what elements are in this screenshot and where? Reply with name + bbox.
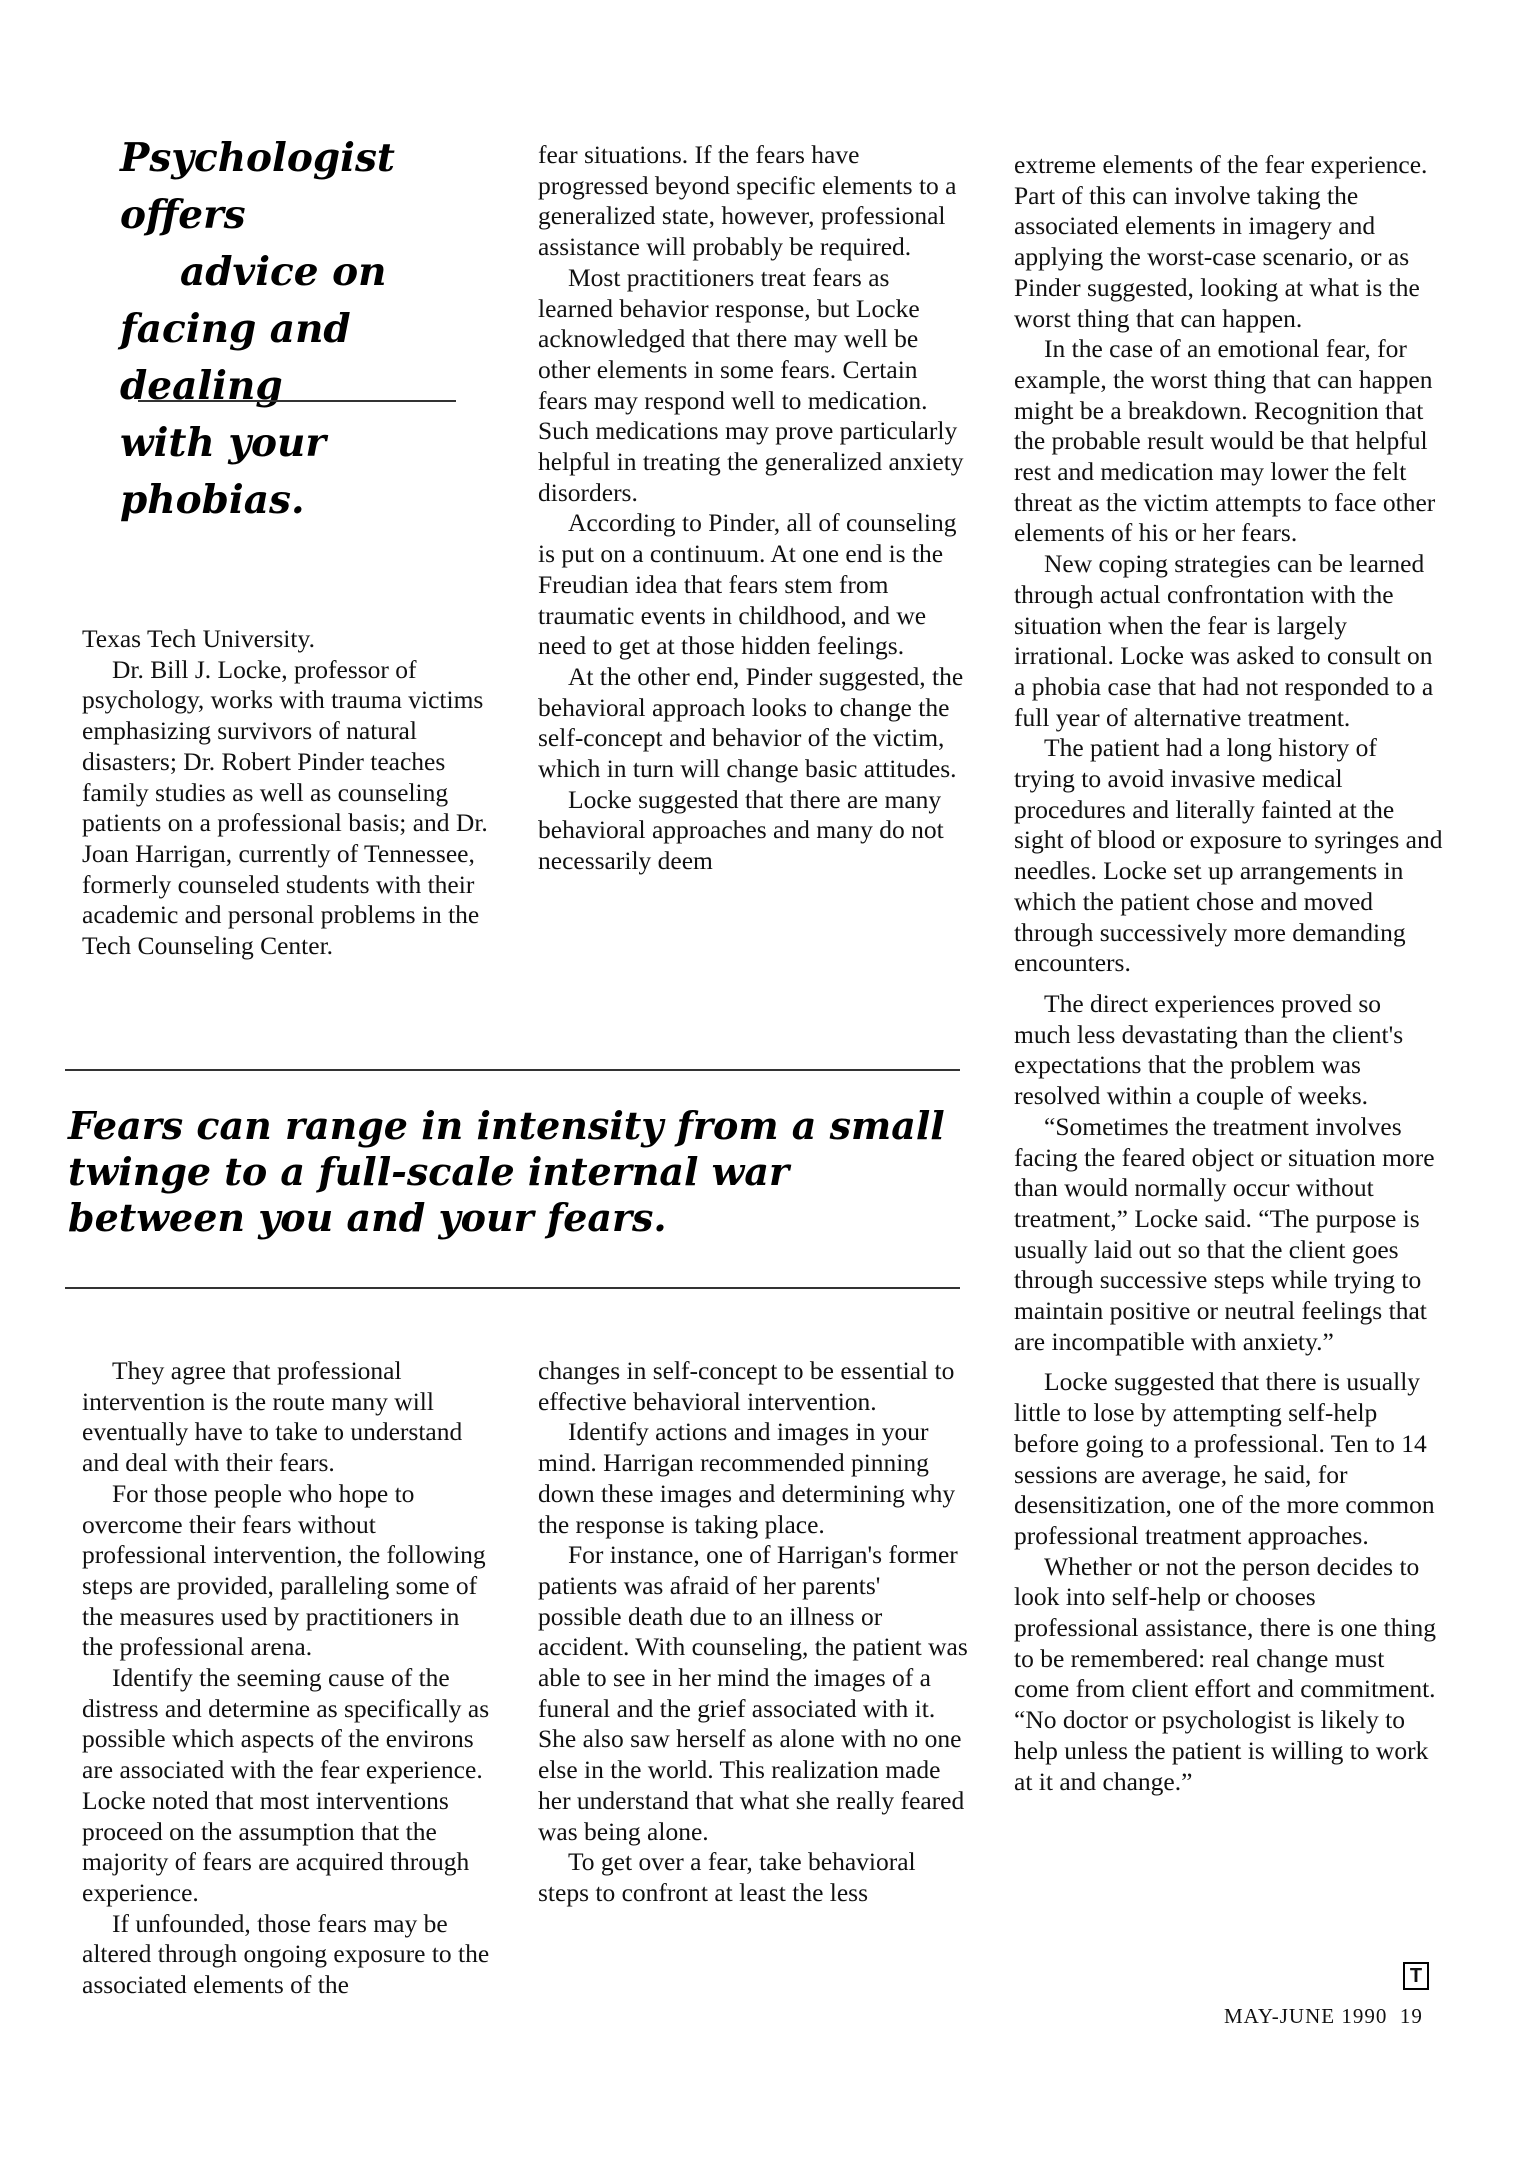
paragraph: Locke suggested that there is usually little to lose by attempting self-help before going to a professional. Ten to 14 sessions are average, he said, for desensitization, one of the more common professional treatment approaches. [1014, 1367, 1435, 1550]
paragraph: extreme elements of the fear experience. Part of this can involve taking the associated elements in imagery and applying the worst-case scenario, or as Pinder suggested, looking at what is the worst thing that can happen. [1014, 150, 1428, 333]
paragraph: Identify actions and images in your mind. Harrigan recommended pinning down these images and determining why the response is taking place. [538, 1417, 956, 1539]
paragraph: The patient had a long history of trying to avoid invasive medical procedures and literally fainted at the sight of blood or exposure to syringes and needles. Locke set up arrangements in which the patient chose and moved through successively more demanding encounters. [1014, 733, 1443, 978]
pull-quote-rule-bottom [65, 1287, 960, 1289]
column-1-top [82, 624, 492, 962]
pull-quote: Fears can range in intensity from a small twinge to a full-scale internal war between you and your fears. [68, 1103, 945, 1240]
headline-line-1: Psychologist offers [120, 135, 395, 238]
paragraph: To get over a fear, take behavioral steps to confront at least the less [538, 1847, 916, 1907]
paragraph: In the case of an emotional fear, for example, the worst thing that can happen might be a breakdown. Recognition that the probable result would be that helpful rest and medication may lower the felt threat as the victim attempts to face other elements of his or her fears. [1014, 334, 1436, 548]
article-headline [120, 130, 480, 529]
paragraph: Most practitioners treat fears as learned behavior response, but Locke acknowledged that there may well be other elements in some fears. Certain fears may respond well to medication. Such medications may prove particularly helpful in treating the generalized anxiety disorders. [538, 262, 964, 507]
paragraph: Whether or not the person decides to look into self-help or chooses professional assistance, there is one thing to be remembered: real change must come from client effort and commitment. “No doctor or psychologist is likely to help unless the patient is willing to work at it and change.” [1014, 1551, 1437, 1796]
page-folio: MAY-JUNE 1990 19 [1224, 2004, 1423, 2028]
paragraph: They agree that professional intervention is the route many will eventually have to take to understand and deal with their fears. [82, 1356, 463, 1478]
paragraph: For instance, one of Harrigan's former patients was afraid of her parents' possible death due to an illness or accident. With counseling, the patient was able to see in her mind the images of a funeral and the grief associated with it. She also saw herself as alone with no one else in the world. This realization made her understand that what she really feared was being alone. [538, 1540, 968, 1846]
headline-rule [138, 400, 456, 402]
pull-quote-rule-top [65, 1069, 960, 1071]
paragraph: Identify the seeming cause of the distress and determine as specifically as possible which aspects of the environs are associated with the fear experience. Locke noted that most interventions proceed on the assumption that the majority of fears are acquired through experience. [82, 1663, 490, 1907]
paragraph: At the other end, Pinder suggested, the behavioral approach looks to change the self-concept and behavior of the victim, which in turn will change basic attitudes. [538, 661, 964, 784]
column-2-bottom [538, 1356, 970, 1909]
column-2-top [538, 140, 970, 877]
column-3 [1014, 150, 1444, 1797]
paragraph: According to Pinder, all of counseling is put on a continuum. At one end is the Freudian idea that fears stem from traumatic events in childhood, and we need to get at those hidden feelings. [538, 508, 957, 661]
paragraph: changes in self-concept to be essential to effective behavioral intervention. [538, 1356, 955, 1416]
paragraph: For those people who hope to overcome their fears without professional intervention, the following steps are provided, paralleling some of the measures used by practitioners in the professional arena. [82, 1478, 486, 1662]
paragraph: New coping strategies can be learned through actual confrontation with the situation when the fear is largely irrational. Locke was asked to consult on a phobia case that had not responded to a full year of alternative treatment. [1014, 549, 1434, 732]
paragraph: Dr. Bill J. Locke, professor of psychology, works with trauma victims emphasizing survivors of natural disasters; Dr. Robert Pinder teaches family studies as well as counseling patients on a professional basis; and Dr. Joan Harrigan, currently of Tennessee, formerly counseled students with their academic and personal problems in the Tech Counseling Center. [82, 654, 488, 961]
paragraph: “Sometimes the treatment involves facing the feared object or situation more than would normally occur without treatment,” Locke said. “The purpose is usually laid out so that the client goes through successive steps while trying to maintain positive or neutral feelings that are incompatible with anxiety.” [1014, 1111, 1435, 1356]
column-1-bottom [82, 1356, 492, 2001]
paragraph: The direct experiences proved so much less devastating than the client's expectations that the problem was resolved within a couple of weeks. [1014, 988, 1404, 1111]
paragraph: fear situations. If the fears have progressed beyond specific elements to a generalized state, however, professional assistance will probably be required. [538, 140, 957, 262]
headline-line-4: with your phobias. [120, 420, 326, 523]
end-mark-icon: T [1403, 1962, 1429, 1990]
paragraph: Texas Tech University. [82, 624, 315, 653]
paragraph: If unfounded, those fears may be altered through ongoing exposure to the associated elements of the [82, 1908, 490, 2000]
headline-line-3: facing and dealing [120, 306, 351, 409]
headline-line-2: advice on [180, 249, 387, 295]
paragraph: Locke suggested that there are many behavioral approaches and many do not necessarily deem [538, 784, 944, 876]
